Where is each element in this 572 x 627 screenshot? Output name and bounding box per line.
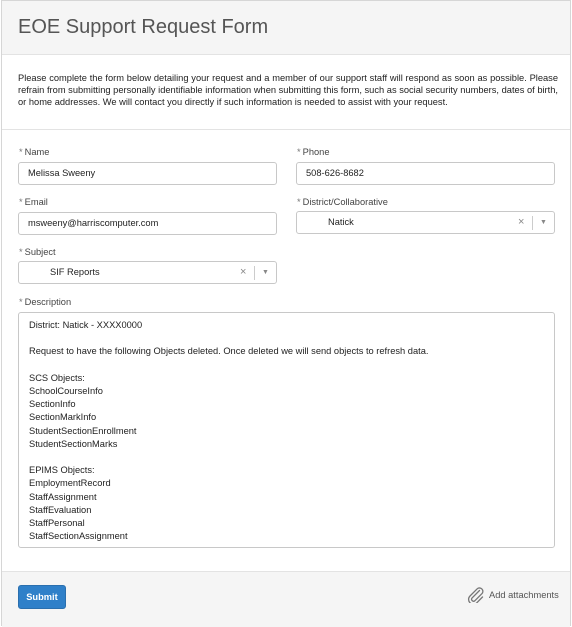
submit-button[interactable]: Submit bbox=[18, 585, 66, 609]
form-header bbox=[2, 1, 570, 55]
district-selected-value: Natick bbox=[328, 217, 354, 227]
phone-field[interactable]: 508-626-8682 bbox=[296, 162, 555, 185]
required-marker: * bbox=[19, 247, 23, 257]
page-title: EOE Support Request Form bbox=[18, 16, 269, 38]
email-label: * Email bbox=[19, 197, 48, 207]
required-marker: * bbox=[19, 147, 23, 157]
paperclip-icon bbox=[467, 587, 485, 603]
email-field[interactable]: msweeny@harriscomputer.com bbox=[18, 212, 277, 235]
name-label: * Name bbox=[19, 147, 50, 157]
form-footer bbox=[2, 571, 570, 627]
required-marker: * bbox=[19, 197, 23, 207]
chevron-down-icon[interactable]: ▼ bbox=[540, 219, 547, 226]
select-separator bbox=[254, 266, 255, 280]
required-marker: * bbox=[19, 297, 23, 307]
required-marker: * bbox=[297, 197, 301, 207]
chevron-down-icon[interactable]: ▼ bbox=[262, 269, 269, 276]
subject-label: * Subject bbox=[19, 247, 56, 257]
district-select[interactable] bbox=[296, 211, 555, 234]
intro-text: Please complete the form below detailing your request and a member of our support staff will respond as soon as possible. Please refrain from submitting personally identifiable information when submitting this form, such as social security numbers, dates of birth, or home addresses. We will contact you directly if such information is needed to assist with your request. bbox=[18, 73, 558, 108]
add-attachments-label: Add attachments bbox=[489, 590, 559, 600]
subject-selected-value: SIF Reports bbox=[50, 267, 100, 277]
support-request-form bbox=[1, 0, 571, 626]
subject-clear-icon[interactable]: × bbox=[240, 266, 247, 278]
description-label: * Description bbox=[19, 297, 72, 307]
divider bbox=[2, 129, 570, 130]
description-textarea[interactable]: District: Natick - XXXX0000 Request to have the following Objects deleted. Once deleted we will send objects to refresh data. SCS Objects: SchoolCourseInfo SectionInfo SectionMarkInfo StudentSectionEnrollment StudentSectionMarks EPIMS Objects: EmploymentRecord StaffAssignment StaffEvaluation StaffPersonal StaffSectionAssignment bbox=[18, 312, 555, 548]
district-clear-icon[interactable]: × bbox=[518, 216, 525, 228]
phone-label: * Phone bbox=[297, 147, 330, 157]
district-label: * District/Collaborative bbox=[297, 197, 388, 207]
required-marker: * bbox=[297, 147, 301, 157]
subject-select[interactable] bbox=[18, 261, 277, 284]
select-separator bbox=[532, 216, 533, 230]
name-field[interactable]: Melissa Sweeny bbox=[18, 162, 277, 185]
